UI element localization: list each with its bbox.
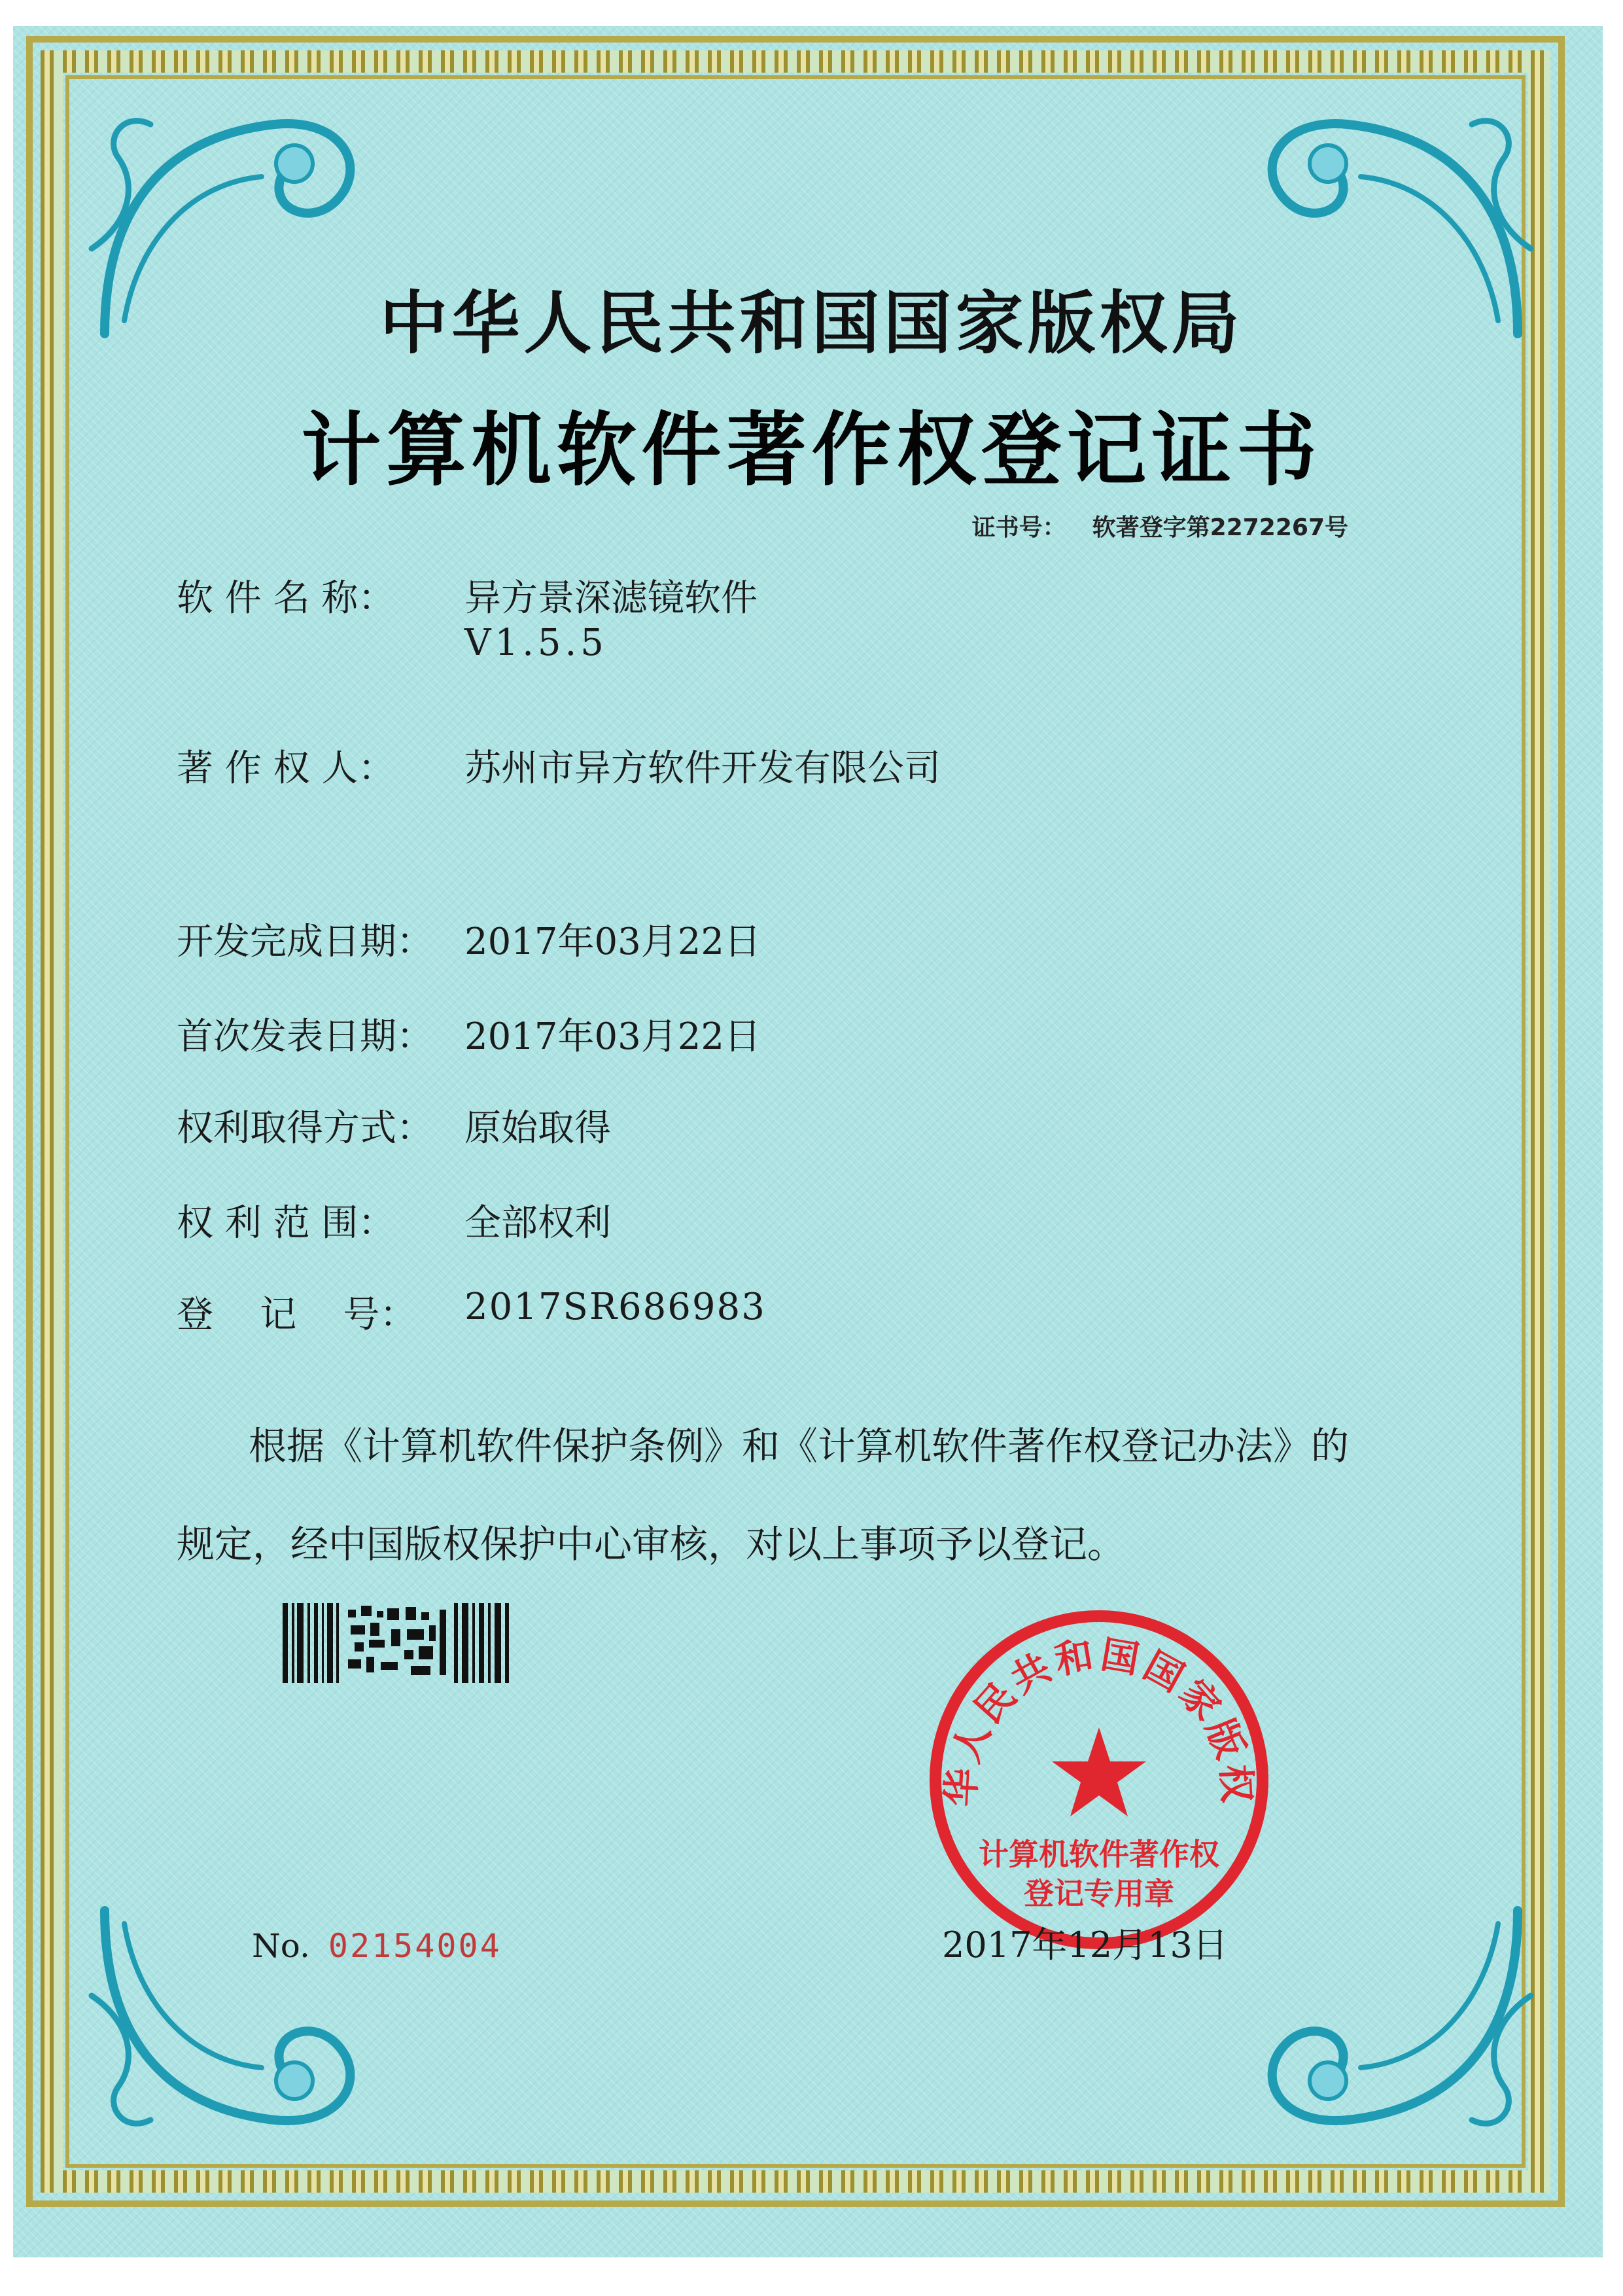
field-label: 登 记 号：: [177, 1294, 417, 1336]
software-name-value: 异方景深滤镜软件: [464, 577, 758, 620]
issuer-title: 中华人民共和国国家版权局: [379, 283, 1244, 363]
field-acquire-method: [177, 1099, 611, 1152]
issue-date: 2017年12月13日: [942, 1924, 1228, 1966]
certificate-number-value: 软著登字第2272267号: [1092, 514, 1348, 541]
seal-outer-text: 华人民共和国国家版权: [938, 1632, 1260, 1808]
field-value: 2017年03月22日: [464, 921, 761, 963]
field-label: 首次发表日期：: [177, 1016, 433, 1058]
seal-line-2: 登记专用章: [1024, 1876, 1174, 1911]
field-registration-number: [177, 1286, 766, 1338]
field-value: 2017年03月22日: [464, 1016, 761, 1058]
field-label: 著 作 权 人：: [177, 747, 395, 790]
certificate-number-label: 证书号：: [971, 514, 1066, 541]
serial-number-value: 02154004: [328, 1927, 502, 1965]
certificate-title: 计算机软件著作权登记证书: [301, 402, 1322, 497]
field-scope: [177, 1194, 611, 1246]
seal-star-icon: [1052, 1727, 1146, 1816]
field-label: 软 件 名 称：: [177, 577, 395, 620]
statement-line-2: 规定，经中国版权保护中心审核，对以上事项予以登记。: [177, 1522, 1126, 1566]
field-label: 开发完成日期：: [177, 921, 433, 963]
seal-line-1: 计算机软件著作权: [979, 1837, 1219, 1872]
field-dev-date: [177, 913, 761, 965]
field-value: 全部权利: [464, 1202, 611, 1245]
certificate-number: [972, 509, 1348, 542]
corner-ornament-bottom-right: [1236, 1884, 1544, 2159]
barcode-image: [283, 1603, 513, 1683]
field-label: 权 利 范 围：: [177, 1202, 395, 1245]
corner-ornament-bottom-left: [79, 1884, 386, 2159]
field-value: [464, 569, 758, 664]
field-value: 苏州市异方软件开发有限公司: [464, 747, 941, 790]
field-software-name: [177, 569, 758, 664]
field-label: 权利取得方式：: [177, 1107, 433, 1150]
software-version-value: V1.5.5: [464, 622, 608, 664]
field-value: 2017SR686983: [464, 1286, 766, 1328]
statement-line-1: 根据《计算机软件保护条例》和《计算机软件著作权登记办法》的: [249, 1424, 1350, 1468]
official-seal: [916, 1597, 1282, 1963]
field-owner: [177, 739, 941, 792]
field-value: 原始取得: [464, 1107, 611, 1150]
serial-number: [252, 1927, 502, 1965]
serial-prefix: No.: [252, 1927, 310, 1965]
statement-paragraph: [177, 1387, 1452, 1603]
field-pub-date: [177, 1008, 761, 1060]
